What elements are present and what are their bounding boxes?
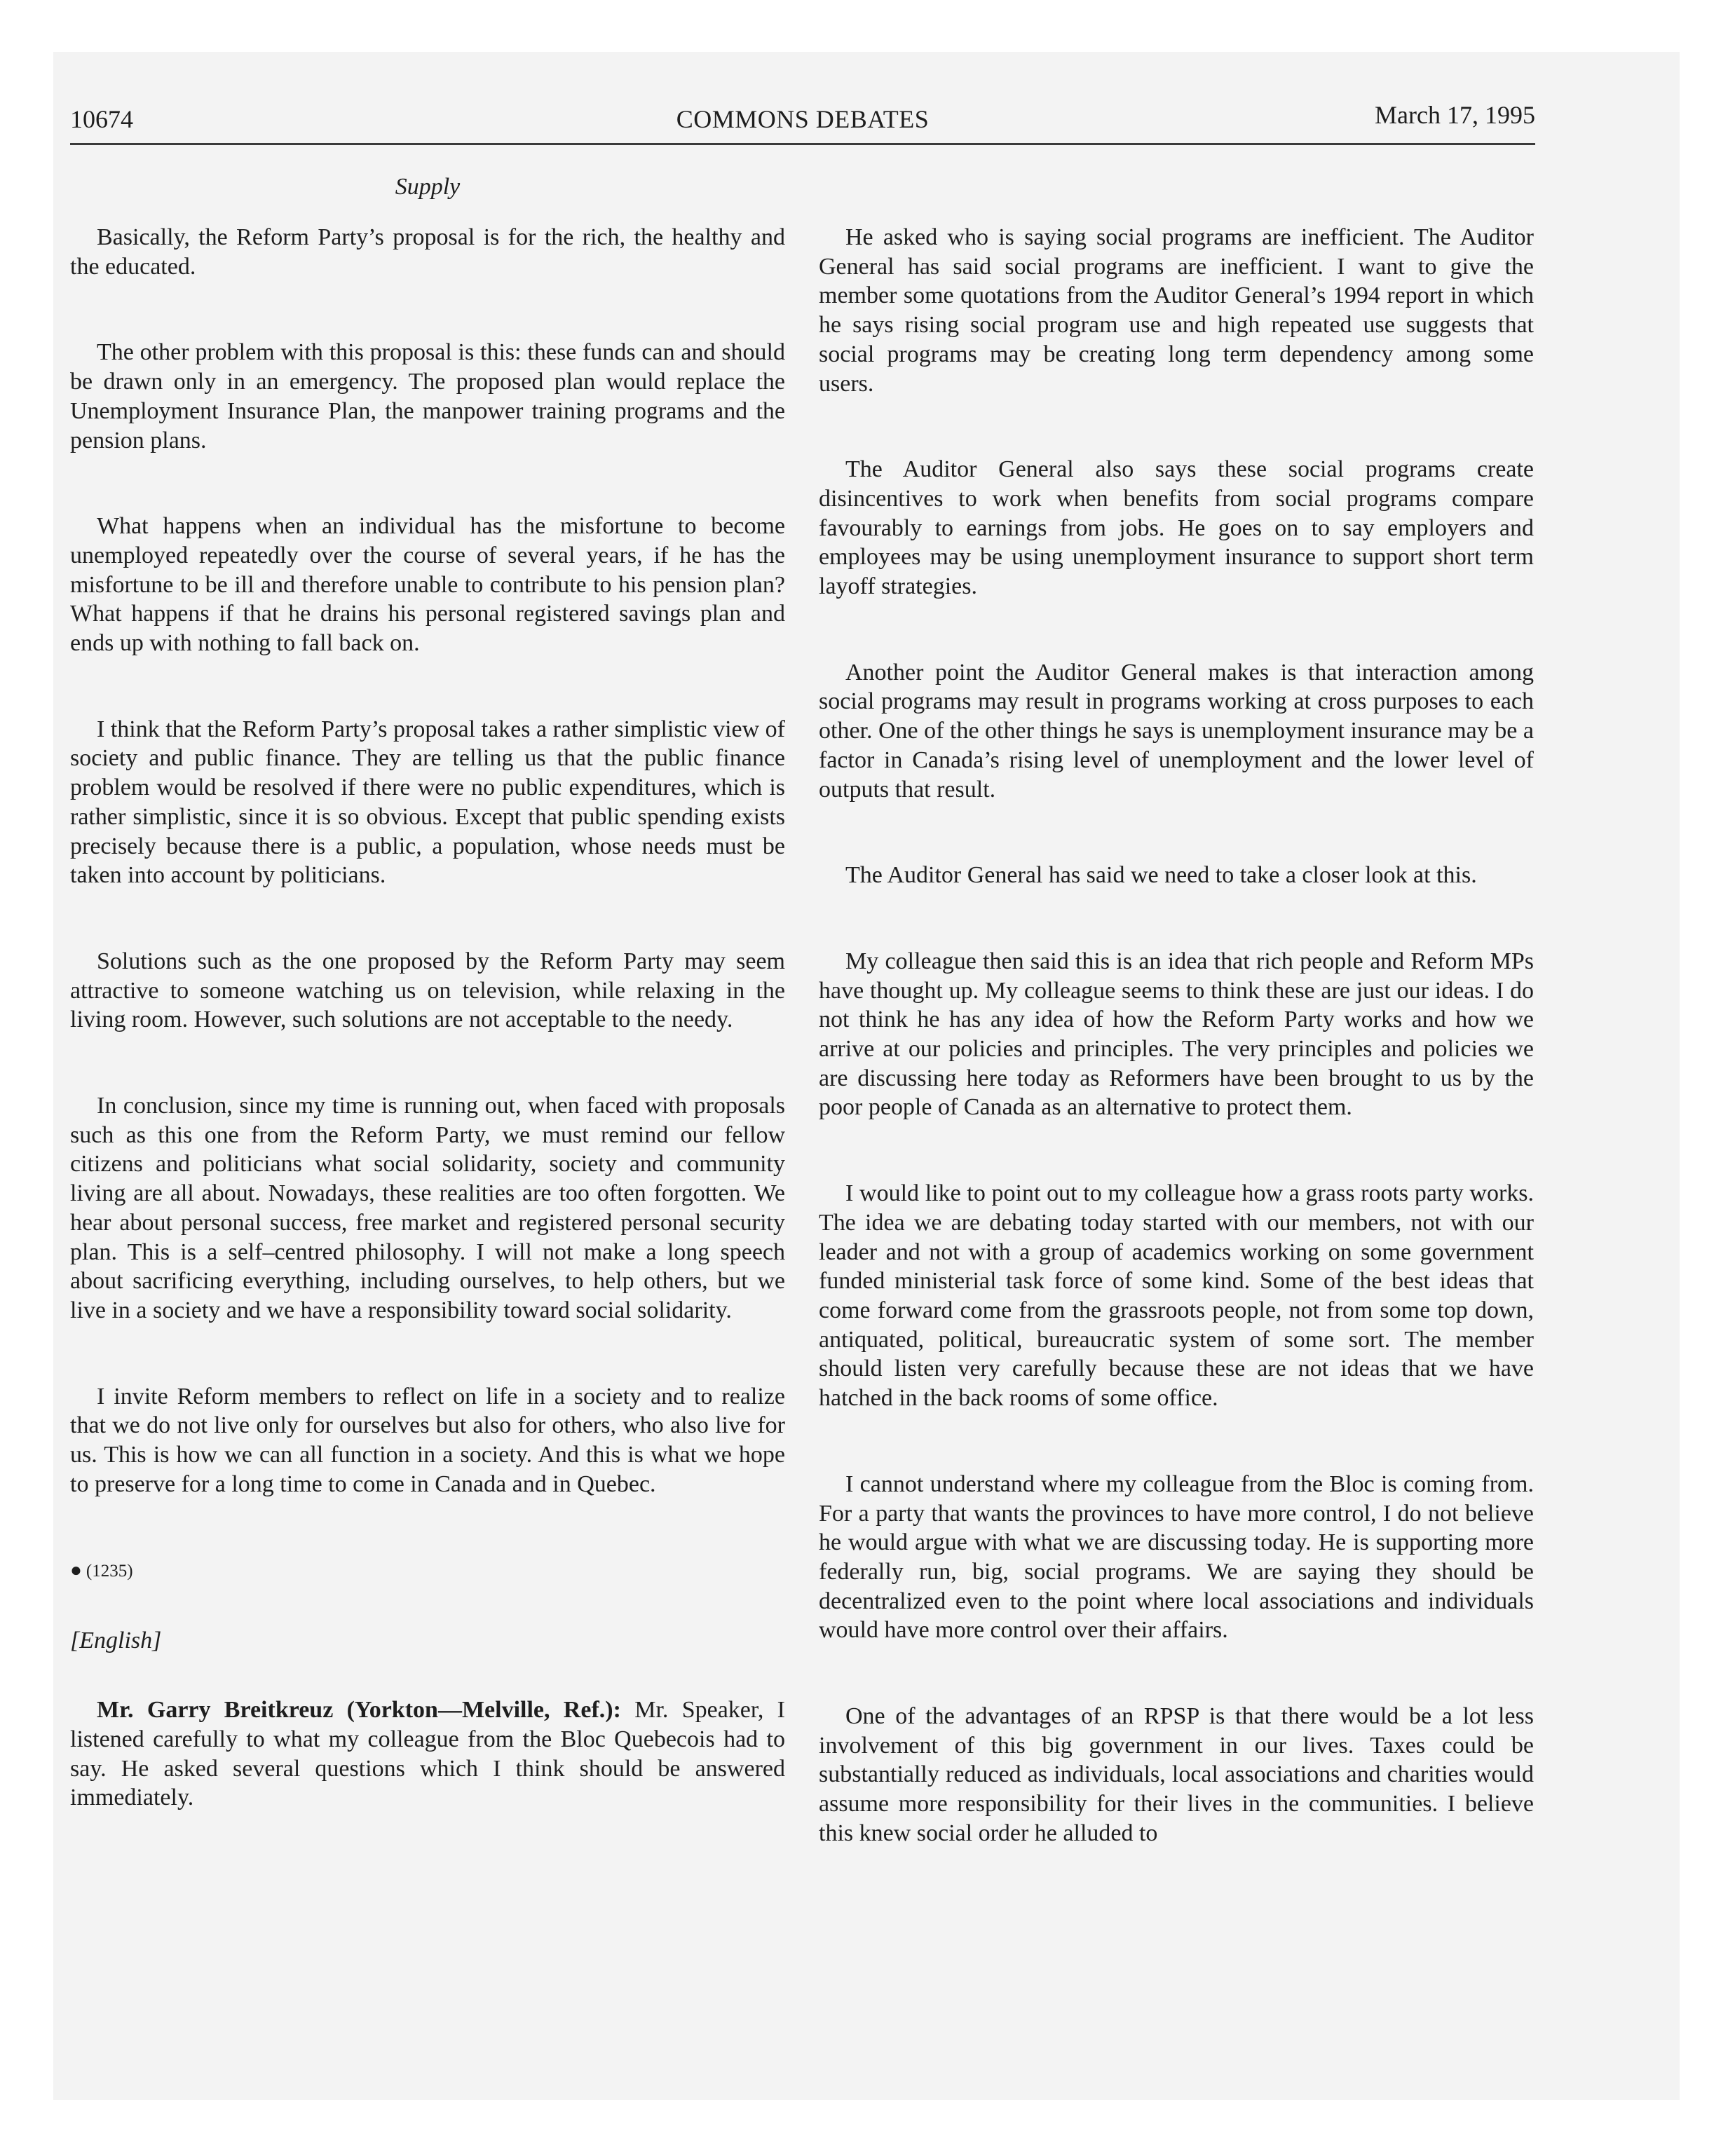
paragraph: I cannot understand where my colleague from the Bloc is coming from. For a party that wants the provinces to have more control, I do not believe he would argue with what we are discussing today. He is supporting more federally run, big, social programs. We are saying they should be decentralized even to the point where local associations and individuals would have more control over their affairs. [819,1471,1534,1644]
paragraph: The Auditor General has said we need to take a closer look at this. [845,862,1477,889]
speaker-text: Mr. Speaker, I listened carefully to what my colleague from the Bloc Quebecois had to say. He asked several questions which I think should be answered immediately. [70,1697,785,1811]
paragraph: Solutions such as the one proposed by the Reform Party may seem attractive to someone watching us on television, while relaxing in the living room. However, such solutions are not acceptable to the needy. [70,948,785,1033]
paragraph: Another point the Auditor General makes is that interaction among social programs may result in programs working at cross purposes to each other. One of the other things he says is unemployment insurance may be a factor in Canada’s rising level of unemployment and the lower level of outputs that result. [819,659,1534,803]
bullet-icon: ● [70,1559,82,1581]
left-column [70,223,785,1813]
paragraph: He asked who is saying social programs are inefficient. The Auditor General has said social programs are inefficient. I want to give the member some quotations from the Auditor General’s 1994 report in which he says rising social program use and high repeated use suggests that social programs may be creating long term dependency among some users. [819,224,1534,397]
paragraph: My colleague then said this is an idea that rich people and Reform MPs have thought up. My colleague seems to think these are just our ideas. I do not think he has any idea of how the Reform Party works and how we arrive at our policies and principles. The very principles and policies we are discussing here today as Reformers have been brought to us by the poor people of Canada as an alternative to protect them. [819,948,1534,1121]
page-header [70,98,1535,145]
page-number: 10674 [70,105,133,133]
timestamp-text: (1235) [86,1561,133,1581]
paragraph: Basically, the Reform Party’s proposal is for the rich, the healthy and the educated. [70,224,785,280]
paragraph: In conclusion, since my time is running out, when faced with proposals such as this one from the Reform Party, we must remind our fellow citizens and politicians what social solidarity, society and community living are all about. Nowadays, these realities are too often forgotten. We hear about personal success, free market and registered personal security plan. This is a self–centred philosophy. I will not make a long speech about sacrificing everything, including ourselves, to help others, but we live in a society and we have a responsibility toward social solidarity. [70,1093,785,1323]
speaker-name: Mr. Garry Breitkreuz (Yorkton—Melville, Ref.): [97,1697,621,1724]
paragraph: The other problem with this proposal is this: these funds can and should be drawn only in an emergency. The proposed plan would replace the Unemployment Insurance Plan, the manpower training programs and the pension plans. [70,339,785,453]
publication-title: COMMONS DEBATES [676,105,930,133]
section-title: Supply [395,174,461,200]
right-column [819,223,1534,1848]
paragraph: The Auditor General also says these social programs create disincentives to work when benefits from social programs compare favourably to earnings from jobs. He goes on to say employers and employees may be using unemployment insurance to support short term layoff strategies. [819,456,1534,600]
speaker-paragraph [70,1696,785,1813]
paragraph: I invite Reform members to reflect on life in a society and to realize that we do not live only for ourselves but also for others, who also live for us. This is how we can all function in a society. And this is what we hope to preserve for a long time to come in Canada and in Quebec. [70,1383,785,1497]
timestamp [70,1556,785,1585]
paragraph: I think that the Reform Party’s proposal takes a rather simplistic view of society and public finance. They are telling us that the public finance problem would be resolved if there were no public expenditures, which is rather simplistic, since it is so obvious. Except that public spending exists precisely because there is a public, a population, whose needs must be taken into account by politicians. [70,716,785,889]
language-tag: [English] [70,1627,162,1653]
publication-date: March 17, 1995 [1375,101,1535,129]
paragraph: One of the advantages of an RPSP is that there would be a lot less involvement of this big government in our lives. Taxes could be substantially reduced as individuals, local associations and charities would assume more responsibility for their lives in the communities. I believe this knew social order he alluded to [819,1703,1534,1846]
paragraph: What happens when an individual has the misfortune to become unemployed repeatedly over the course of several years, if he has the misfortune to be ill and therefore unable to contribute to his pension plan? What happens if that he drains his personal registered savings plan and ends up with nothing to fall back on. [70,513,785,657]
paragraph: I would like to point out to my colleague how a grass roots party works. The idea we are debating today started with our members, not with our leader and not with a group of academics working on some government funded ministerial task force of some kind. Some of the best ideas that come forward come from the grassroots people, not from some top down, antiquated, political, bureaucratic system of some sort. The member should listen very carefully because these are not ideas that we have hatched in the back rooms of some office. [819,1180,1534,1412]
